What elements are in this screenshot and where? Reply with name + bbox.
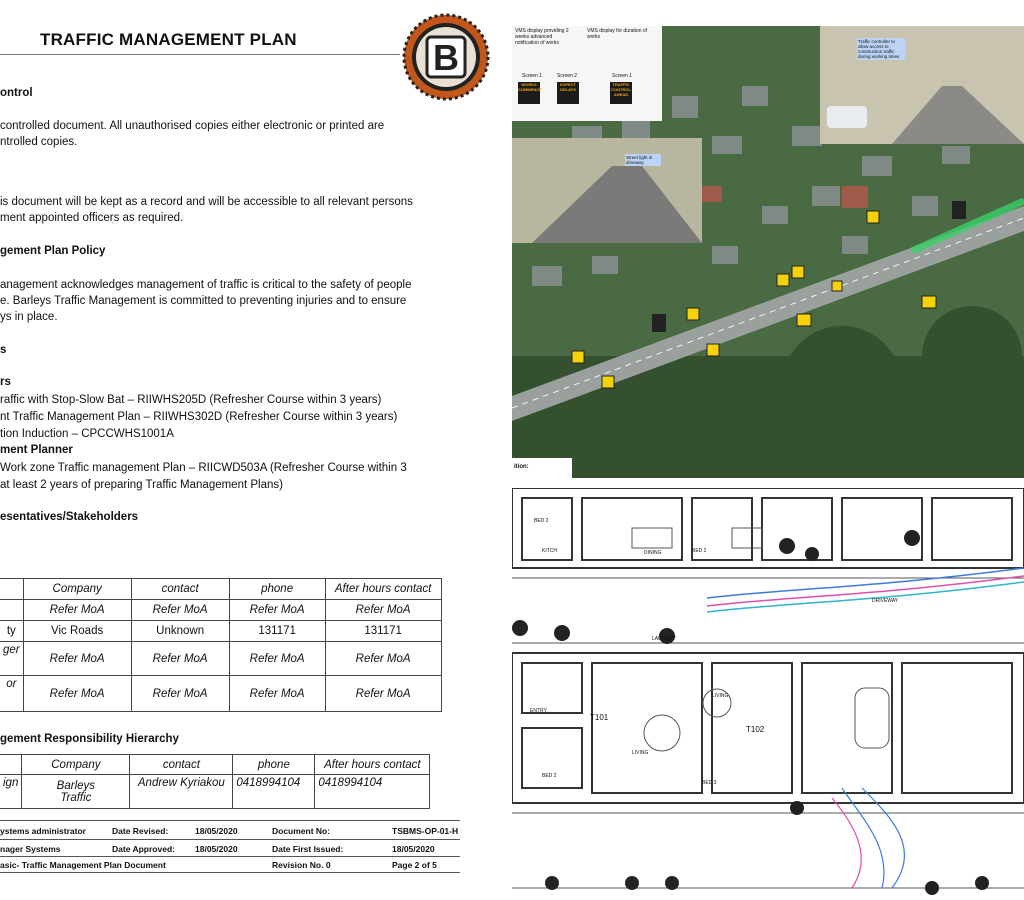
footer-value: 18/05/2020 [195, 826, 238, 836]
room-label: BED 2 [692, 548, 707, 554]
logo-letter: B [433, 37, 459, 78]
table-header-cell [0, 579, 23, 600]
table-cell: Refer MoA [229, 600, 325, 621]
table-row [0, 621, 441, 642]
table-row [0, 600, 441, 621]
table-row [0, 775, 430, 809]
paragraph-line: anagement acknowledges management of traffic is critical to the safety of people [0, 279, 412, 291]
table-header-cell: contact [130, 755, 233, 775]
footer-label: Document No: [272, 826, 331, 836]
paragraph-line: ment appointed officers as required. [0, 212, 184, 224]
footer-value: 18/05/2020 [195, 844, 238, 854]
swept-path-pink [707, 576, 1024, 606]
table-header-cell: contact [131, 579, 229, 600]
footer-rule [0, 839, 460, 840]
footer-rule [0, 872, 460, 873]
table-row [0, 676, 441, 712]
aerial-traffic-map [512, 26, 1024, 478]
subheading-planner: ment Planner [0, 444, 73, 456]
room-label: LAUNDRY [652, 636, 676, 642]
photo-note: Traffic controller to allow access to construction traffic during working times [857, 38, 905, 60]
room-label: BED 2 [542, 773, 557, 779]
hierarchy-table [0, 754, 430, 809]
stakeholders-table [0, 578, 442, 712]
table-header-cell: Company [22, 755, 130, 775]
room-label: DINING [644, 550, 662, 556]
photo-note: Street light in driveway [625, 154, 661, 166]
table-cell: Refer MoA [23, 676, 131, 712]
table-cell: Vic Roads [23, 621, 131, 642]
map-legend-label: ition: [514, 464, 529, 470]
unit-label: T102 [746, 725, 765, 734]
table-cell [0, 600, 23, 621]
table-cell: ty [0, 621, 23, 642]
section-heading-control: ontrol [0, 87, 33, 99]
section-heading-policy: gement Plan Policy [0, 245, 106, 257]
table-cell: Refer MoA [23, 600, 131, 621]
paragraph-line: is document will be kept as a record and will be accessible to all relevant persons [0, 196, 413, 208]
vms-sign: WORKS COMMENCE [518, 82, 540, 104]
footer-label: Date First Issued: [272, 844, 344, 854]
table-cell: ign [0, 775, 22, 809]
footer-value: TSBMS-OP-01-H [392, 826, 459, 836]
table-cell: Barleys Traffic [22, 775, 130, 809]
footer-author: nager Systems [0, 844, 61, 854]
table-header-cell: After hours contact [315, 755, 430, 775]
qualification-line: nt Traffic Management Plan – RIIWHS302D (Refresher Course within 3 years) [0, 411, 398, 423]
table-cell: Refer MoA [229, 676, 325, 712]
table-cell: 131171 [229, 621, 325, 642]
paragraph-line: controlled document. All unauthorised copies either electronic or printed are [0, 120, 385, 132]
table-cell: Refer MoA [131, 642, 229, 676]
table-cell: Refer MoA [325, 676, 441, 712]
table-cell: Refer MoA [325, 600, 441, 621]
room-label: BED 2 [534, 518, 549, 524]
table-header-cell: phone [233, 755, 315, 775]
subheading-controllers: rs [0, 376, 11, 388]
floor-plan-drawing [512, 488, 1024, 900]
paragraph-line: ys in place. [0, 311, 58, 323]
table-cell: Unknown [131, 621, 229, 642]
table-row [0, 642, 441, 676]
unit-label: T101 [590, 713, 609, 722]
vms-callout: VMS display for duration of works [587, 28, 648, 40]
room-label: LIVING [712, 693, 729, 699]
footer-page-number: Page 2 of 5 [392, 860, 437, 870]
room-label: KITCH [542, 548, 557, 554]
table-cell: Refer MoA [229, 642, 325, 676]
footer-author: ystems administrator [0, 826, 86, 836]
paragraph-line: e. Barleys Traffic Management is committed to preventing injuries and to ensure [0, 295, 407, 307]
screen-label: Screen 1 [612, 73, 633, 79]
table-cell: Andrew Kyriakou [130, 775, 233, 809]
screen-label: Screen 2 [557, 73, 578, 79]
table-header-cell: phone [229, 579, 325, 600]
footer-label: Date Approved: [112, 844, 175, 854]
barleys-logo [402, 13, 490, 101]
vms-sign: TRAFFIC CONTROL AHEAD [610, 82, 632, 104]
footer-label: Date Revised: [112, 826, 169, 836]
floor-plan-walls [512, 488, 1024, 803]
table-cell: Refer MoA [325, 642, 441, 676]
page-title: TRAFFIC MANAGEMENT PLAN [40, 30, 297, 49]
section-heading-s: s [0, 344, 7, 356]
qualification-line: Work zone Traffic management Plan – RIICWD503A (Refresher Course within 3 [0, 462, 407, 474]
table-header-cell: Company [23, 579, 131, 600]
table-header-row [0, 579, 441, 600]
table-cell: ger [0, 642, 23, 676]
screen-label: Screen 1 [522, 73, 543, 79]
section-heading-stakeholders: esentatives/Stakeholders [0, 511, 139, 523]
title-divider [0, 54, 400, 55]
room-label: ENTRY [530, 708, 547, 714]
footer-value: 18/05/2020 [392, 844, 435, 854]
footer-rule [0, 856, 460, 857]
table-cell: 131171 [325, 621, 441, 642]
footer-doc-title: asic- Traffic Management Plan Document [0, 860, 166, 870]
table-cell: Refer MoA [131, 676, 229, 712]
footer-revision: Revision No. 0 [272, 860, 331, 870]
vms-sign: EXPECT DELAYS [557, 82, 579, 104]
table-cell: 0418994104 [315, 775, 430, 809]
table-cell: Refer MoA [131, 600, 229, 621]
document-page [0, 0, 505, 900]
table-cell: 0418994104 [233, 775, 315, 809]
paragraph-line: ntrolled copies. [0, 136, 78, 148]
vms-callout: VMS display providing 2 weeks advanced notification of works [515, 28, 569, 46]
table-header-cell: After hours contact [325, 579, 441, 600]
driveway-label: DRIVEWAY [872, 598, 899, 604]
qualification-line: tion Induction – CPCCWHS1001A [0, 428, 174, 440]
section-heading-hierarchy: gement Responsibility Hierarchy [0, 733, 179, 745]
room-label: LIVING [632, 750, 649, 756]
trees [512, 530, 989, 895]
qualification-line: raffic with Stop-Slow Bat – RIIWHS205D (Refresher Course within 3 years) [0, 394, 382, 406]
table-cell: or [0, 676, 23, 712]
table-cell: Refer MoA [23, 642, 131, 676]
table-header-row [0, 755, 430, 775]
room-label: BED 3 [702, 780, 717, 786]
table-header-cell [0, 755, 22, 775]
qualification-line: at least 2 years of preparing Traffic Management Plans) [0, 479, 283, 491]
footer-rule [0, 820, 460, 821]
